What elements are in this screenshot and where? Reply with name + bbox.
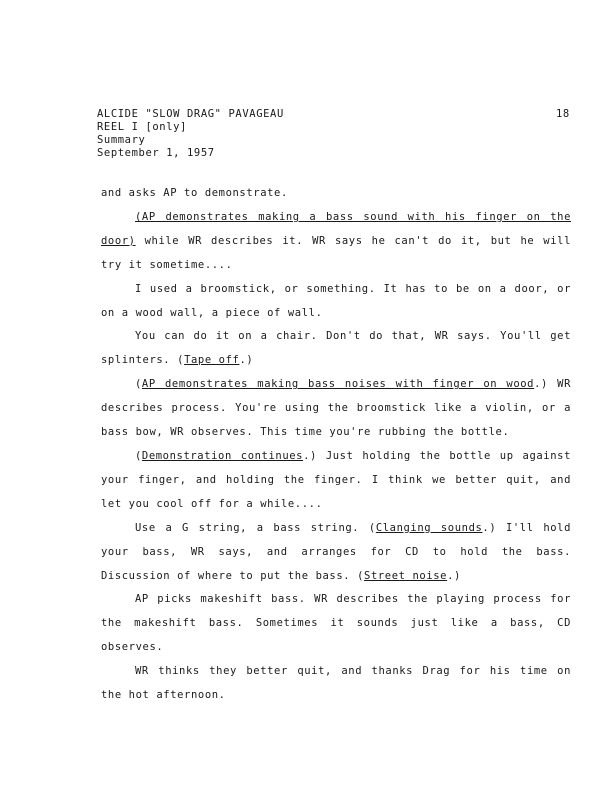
underlined-note: Clanging sounds bbox=[375, 521, 483, 534]
paragraph: (Demonstration continues.) Just holding the bottle up against your finger, and holding the finger. I think we better quit, and let you cool off for a while.... bbox=[101, 449, 571, 510]
header-title: ALCIDE "SLOW DRAG" PAVAGEAU bbox=[97, 108, 284, 120]
document-header bbox=[97, 108, 284, 160]
paragraph: Use a G string, a bass string. (Clanging sounds.) I'll hold your bass, WR says, and arranges for CD to hold the bass. Discussion of where to put the bass. (Street noise.) bbox=[101, 521, 572, 582]
paragraph: (AP demonstrates making a bass sound with his finger on the door) while WR describes it. WR says he can't do it, but he will try it sometime.... bbox=[101, 210, 571, 271]
paragraph: (AP demonstrates making bass noises with finger on wood.) WR describes process. You're using the broomstick like a violin, or a bass bow, WR observes. This time you're rubbing the bottle. bbox=[101, 378, 572, 439]
header-type: Summary bbox=[97, 134, 146, 146]
paragraph: and asks AP to demonstrate. bbox=[101, 187, 288, 199]
summary-body bbox=[101, 182, 571, 708]
underlined-note: Demonstration continues bbox=[141, 449, 304, 462]
paragraph: WR thinks they better quit, and thanks Drag for his time on the hot afternoon. bbox=[101, 665, 571, 702]
paragraph: I used a broomstick, or something. It has to be on a door, or on a wood wall, a piece of wall. bbox=[101, 282, 571, 319]
paragraph: AP picks makeshift bass. WR describes the playing process for the makeshift bass. Sometimes it sounds just like a bass, CD observes. bbox=[101, 593, 571, 654]
underlined-note: AP demonstrates making bass noises with finger on wood bbox=[141, 378, 535, 391]
underlined-note: (AP demonstrates making a bass sound with his finger on the door) bbox=[101, 210, 571, 247]
page-number: 18 bbox=[556, 108, 570, 120]
underlined-note: Tape off bbox=[184, 354, 240, 367]
underlined-note: Street noise bbox=[364, 569, 448, 582]
header-reel: REEL I [only] bbox=[97, 121, 187, 133]
paragraph: You can do it on a chair. Don't do that, WR says. You'll get splinters. (Tape off.) bbox=[101, 330, 571, 367]
header-date: September 1, 1957 bbox=[97, 147, 215, 159]
